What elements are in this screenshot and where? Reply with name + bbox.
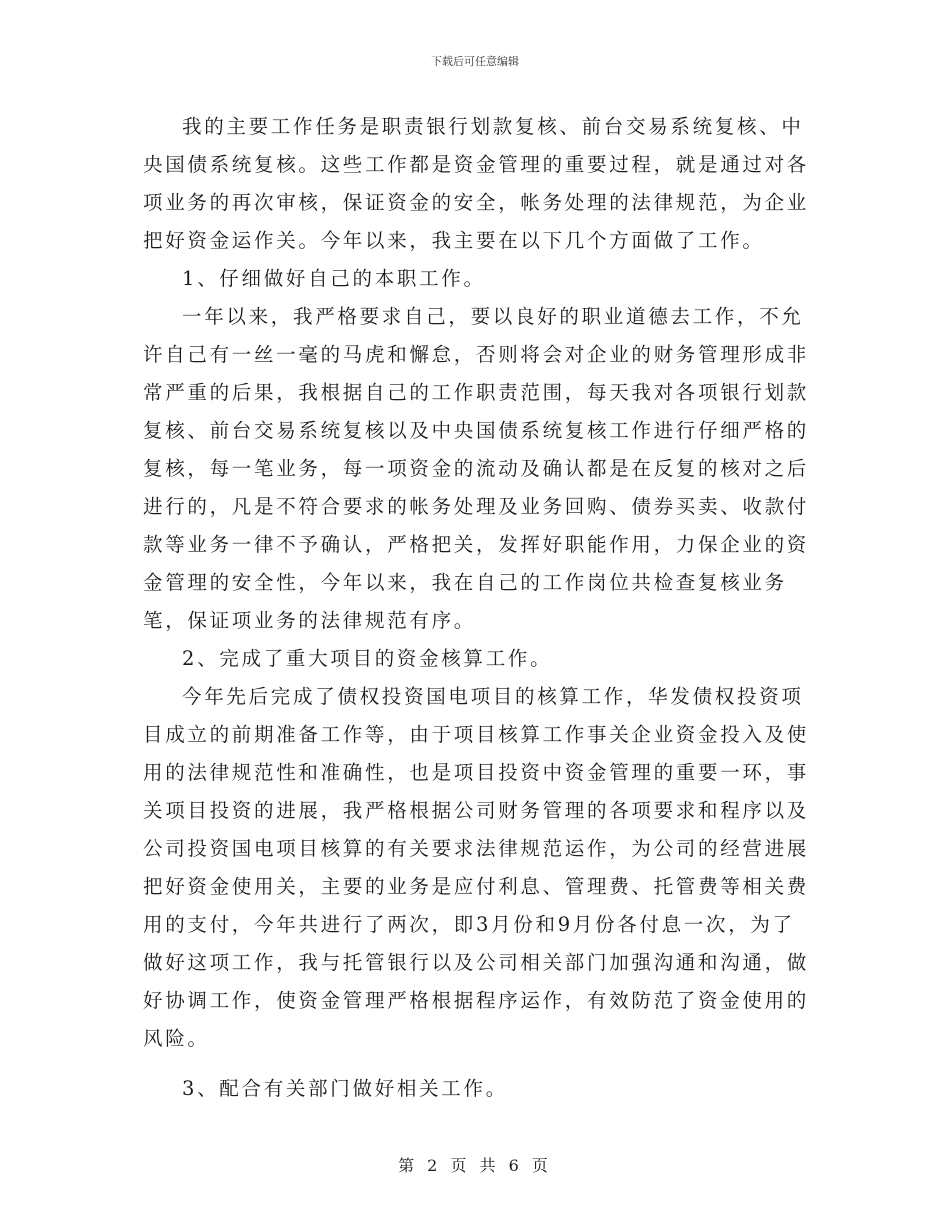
page-number-footer: 第 2 页 共 6 页 (398, 1156, 552, 1175)
paragraph-section-2: 今年先后完成了债权投资国电项目的核算工作，华发债权投资项目成立的前期准备工作等，由于项目核算工作事关企业资金投入及使用的法律规范性和准确性，也是项目投资中资金管理的重要一环，事关项目投资的进展，我严格根据公司财务管理的各项要求和程序以及公司投资国电项目核算的有关要求法律规范运作，为公司的经营进展把好资金使用关，主要的业务是应付利息、管理费、托管费等相关费用的支付，今年共进行了两次，即3月份和9月份各付息一次，为了做好这项工作，我与托管银行以及公司相关部门加强沟通和沟通，做好协调工作，使资金管理严格根据程序运作，有效防范了资金使用的风险。 (143, 685, 810, 1050)
paragraph-intro: 我的主要工作任务是职责银行划款复核、前台交易系统复核、中央国债系统复核。这些工作都是资金管理的重要过程，就是通过对各项业务的再次审核，保证资金的安全，帐务处理的法律规范，为企业把好资金运作关。今年以来，我主要在以下几个方面做了工作。 (143, 115, 810, 252)
page-header-note: 下载后可任意编辑 (431, 55, 519, 68)
paragraph-section-1: 一年以来，我严格要求自己，要以良好的职业道德去工作，不允许自己有一丝一毫的马虎和懈怠，否则将会对企业的财务管理形成非常严重的后果，我根据自己的工作职责范围，每天我对各项银行划款复核、前台交易系统复核以及中央国债系统复核工作进行仔细严格的复核，每一笔业务，每一项资金的流动及确认都是在反复的核对之后进行的，凡是不符合要求的帐务处理及业务回购、债券买卖、收款付款等业务一律不予确认，严格把关，发挥好职能作用，力保企业的资金管理的安全性，今年以来，我在自己的工作岗位共检查复核业务笔，保证项业务的法律规范有序。 (143, 305, 810, 632)
section-heading-1: 1、仔细做好自己的本职工作。 (182, 267, 486, 290)
document-body (143, 108, 811, 1108)
section-heading-2: 2、完成了重大项目的资金核算工作。 (182, 647, 553, 670)
section-heading-3: 3、配合有关部门做好相关工作。 (182, 1077, 508, 1100)
